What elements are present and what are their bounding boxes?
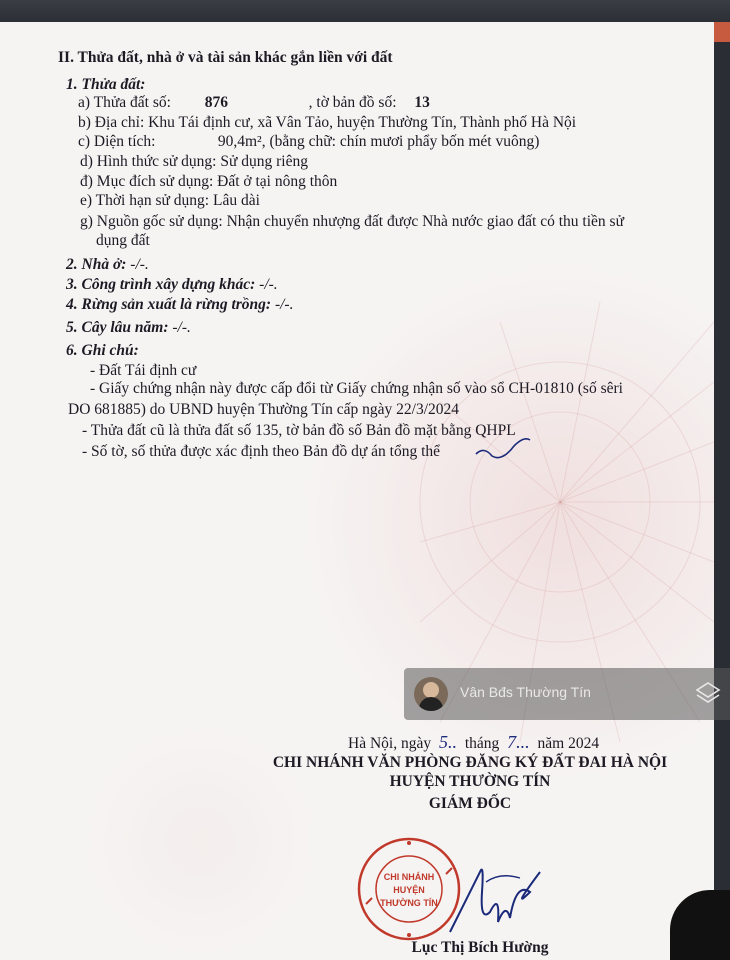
note-2a: - Giấy chứng nhận này được cấp đổi từ Giấy chứng nhận số vào sổ CH-01810 (số sêri — [90, 380, 623, 397]
social-watermark — [404, 668, 730, 720]
avatar — [414, 677, 448, 711]
forest-row — [66, 295, 293, 315]
origin-row: g) Nguồn gốc sử dụng: Nhận chuyển nhượng đất được Nhà nước giao đất có thu tiền sử — [80, 213, 624, 230]
date-month-label: tháng — [464, 735, 500, 752]
certificate-page — [0, 22, 714, 960]
date-year: năm 2024 — [537, 735, 600, 752]
seal-line-2: HUYỆN — [393, 885, 425, 895]
land-heading: 1. Thửa đất: — [66, 76, 146, 93]
section-title: II. Thửa đất, nhà ở và tài sản khác gắn liền với đất — [58, 49, 393, 66]
note-2b: DO 681885) do UBND huyện Thường Tín cấp ngày 22/3/2024 — [68, 401, 460, 418]
pen-mark-icon — [474, 426, 534, 466]
note-1: - Đất Tái định cư — [90, 362, 197, 379]
usage-term-row: e) Thời hạn sử dụng: Lâu dài — [80, 192, 260, 209]
land-number-value: 876 — [204, 94, 229, 111]
org-line-1: CHI NHÁNH VĂN PHÒNG ĐĂNG KÝ ĐẤT ĐAI HÀ NỘI — [272, 754, 668, 771]
notes-heading: 6. Ghi chú: — [66, 342, 139, 359]
app-top-bar — [0, 0, 730, 22]
director-title: GIÁM ĐỐC — [428, 795, 512, 812]
trees-heading: 5. Cây lâu năm: — [66, 319, 169, 336]
area-row — [78, 132, 539, 152]
map-sheet-label: , tờ bản đồ số: — [308, 94, 397, 111]
trees-row — [66, 318, 191, 338]
date-place: Hà Nội, ngày — [348, 735, 432, 752]
house-value: -/-. — [126, 256, 149, 273]
map-sheet-value: 13 — [414, 94, 430, 111]
construction-value: -/-. — [255, 276, 278, 293]
construction-heading: 3. Công trình xây dựng khác: — [66, 276, 256, 293]
date-line — [348, 732, 599, 754]
land-number-label: a) Thửa đất số: — [78, 94, 171, 111]
note-3: - Thửa đất cũ là thửa đất số 135, tờ bản đồ số Bản đồ mặt bằng QHPL — [82, 422, 516, 439]
seal-line-1: CHI NHÁNH — [383, 872, 435, 882]
signer-name: Lục Thị Bích Hường — [411, 939, 549, 956]
date-month: 7... — [507, 732, 530, 752]
date-day: 5.. — [438, 732, 457, 752]
note-4: - Số tờ, số thửa được xác định theo Bản đồ dự án tổng thể — [82, 443, 440, 460]
watermark-text: Vân Bđs Thường Tín — [460, 684, 591, 700]
signature-scribble — [440, 852, 550, 942]
land-number-row — [78, 93, 430, 113]
area-value: 90,4m², (bằng chữ: chín mươi phẩy bốn mét vuông) — [217, 133, 540, 150]
house-row — [66, 255, 149, 275]
construction-row — [66, 275, 278, 295]
origin-row-cont: dụng đất — [96, 232, 150, 249]
org-line-2: HUYỆN THƯỜNG TÍN — [389, 773, 551, 790]
layers-icon — [694, 680, 722, 708]
trees-value: -/-. — [168, 319, 191, 336]
house-heading: 2. Nhà ở: — [66, 256, 127, 273]
forest-heading: 4. Rừng sản xuất là rừng trồng: — [66, 296, 272, 313]
address-row: b) Địa chỉ: Khu Tái định cư, xã Vân Tảo, huyện Thường Tín, Thành phố Hà Nội — [78, 114, 577, 131]
usage-purpose-row: đ) Mục đích sử dụng: Đất ở tại nông thôn — [80, 173, 338, 190]
usage-form-row: d) Hình thức sử dụng: Sử dụng riêng — [80, 153, 308, 170]
seal-line-3: THƯỜNG TÍN — [380, 898, 438, 908]
area-label: c) Diện tích: — [78, 133, 156, 150]
forest-value: -/-. — [271, 296, 294, 313]
